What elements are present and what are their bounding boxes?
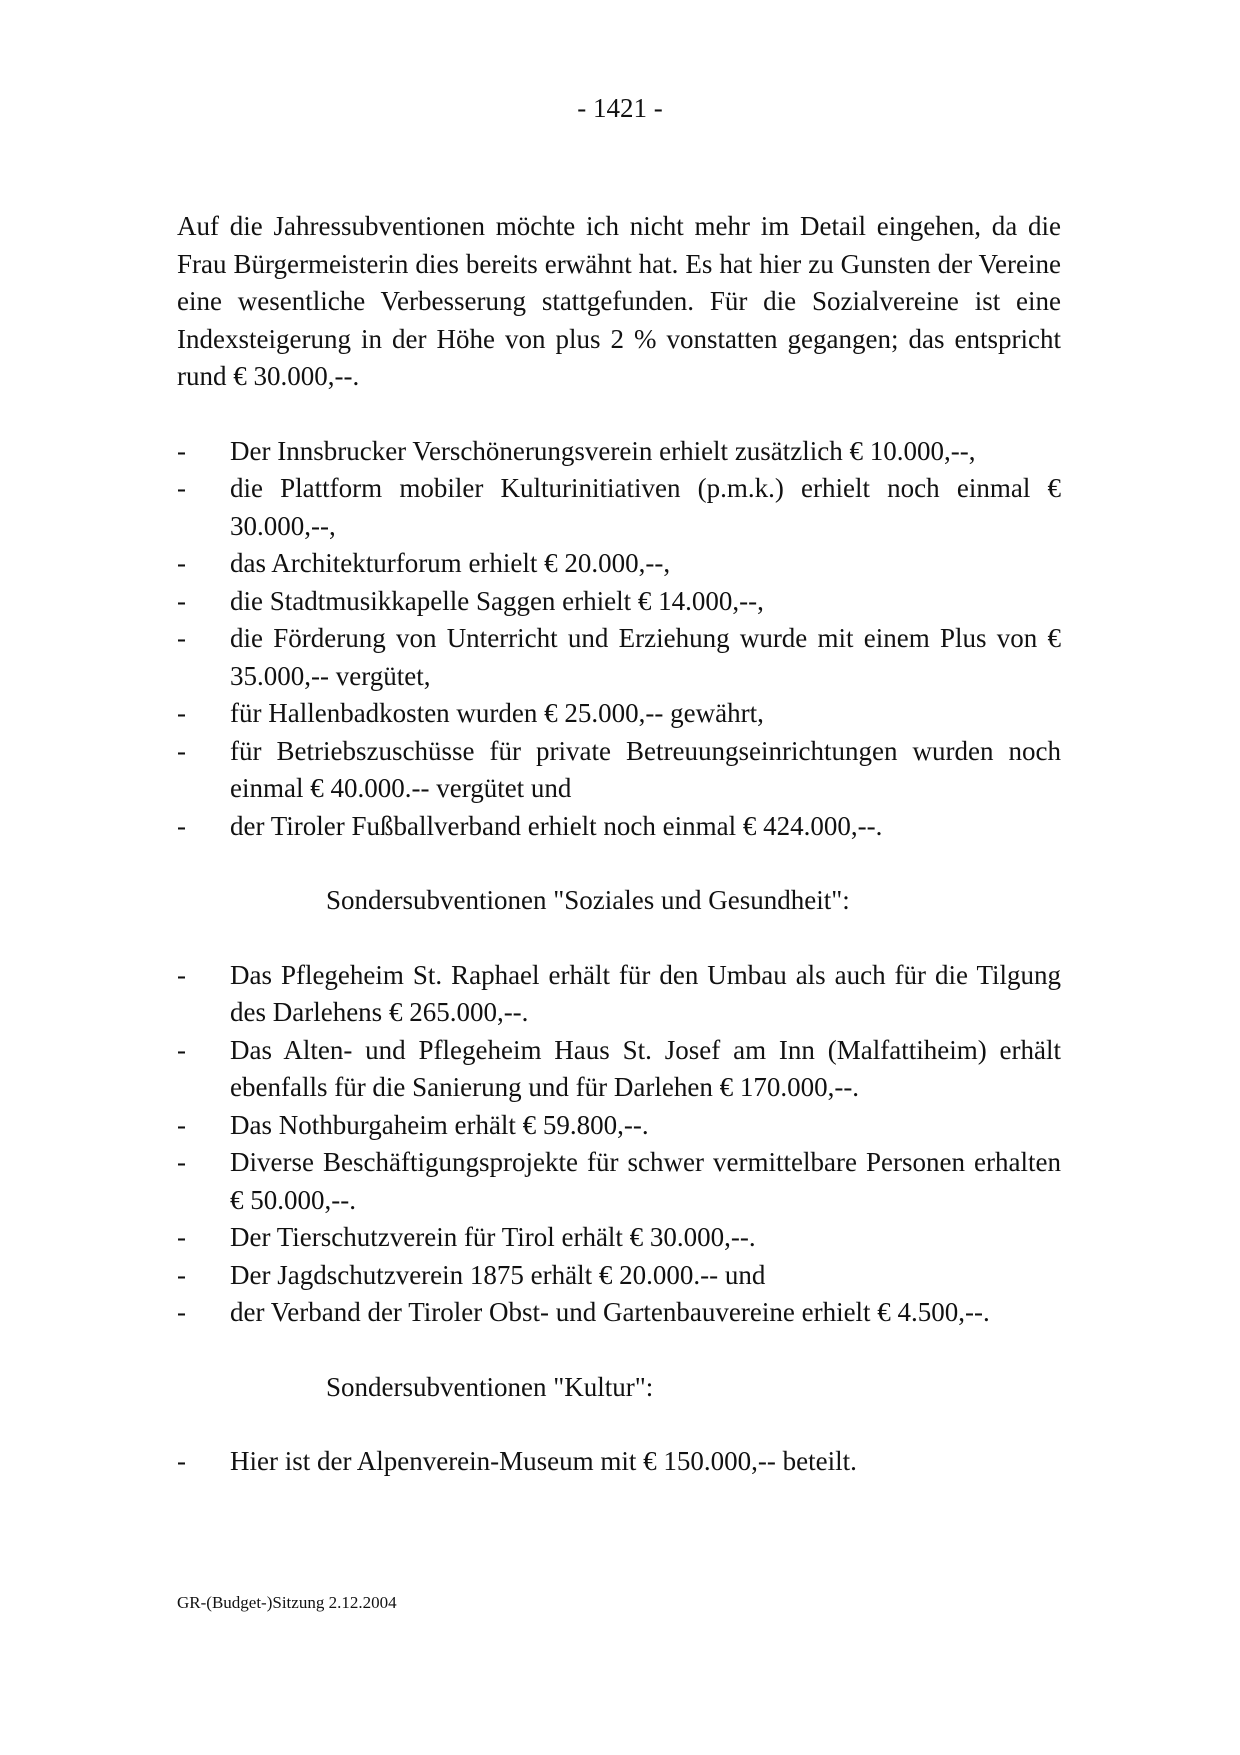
list-item-text: der Tiroler Fußballverband erhielt noch einmal € 424.000,--. bbox=[230, 810, 883, 841]
list-item bbox=[177, 1257, 1061, 1295]
culture-subsidies-list bbox=[177, 1443, 1061, 1481]
list-dash: - bbox=[177, 1147, 186, 1177]
list-dash: - bbox=[177, 1109, 186, 1140]
list-dash: - bbox=[177, 1259, 186, 1290]
list-dash: - bbox=[177, 1034, 186, 1065]
list-item bbox=[177, 1219, 1061, 1257]
list-item-text: Hier ist der Alpenverein-Museum mit € 150.000,-- beteilt. bbox=[230, 1446, 857, 1476]
list-item-text: die Plattform mobiler Kulturinitiativen (p.m.k.) erhielt noch einmal € 30.000,--, bbox=[230, 473, 1061, 541]
list-item bbox=[177, 470, 1061, 545]
list-item-text: das Architekturforum erhielt € 20.000,--, bbox=[230, 548, 671, 578]
list-item bbox=[177, 545, 1061, 583]
list-item bbox=[177, 1032, 1061, 1107]
list-item bbox=[177, 957, 1061, 1032]
list-item-text: für Betriebszuschüsse für private Betreuungseinrichtungen wurden noch einmal € 40.000.-- vergütet und bbox=[230, 735, 1061, 803]
list-item-text: Der Tierschutzverein für Tirol erhält € 30.000,--. bbox=[230, 1222, 756, 1252]
heading-culture: Sondersubventionen "Kultur": bbox=[326, 1371, 654, 1402]
list-dash: - bbox=[177, 698, 186, 728]
list-item-text: die Stadtmusikkapelle Saggen erhielt € 14.000,--, bbox=[230, 585, 764, 616]
list-item-text: Der Innsbrucker Verschönerungsverein erhielt zusätzlich € 10.000,--, bbox=[230, 435, 976, 466]
list-item-text: für Hallenbadkosten wurden € 25.000,-- gewährt, bbox=[230, 698, 764, 728]
list-item bbox=[177, 620, 1061, 695]
list-item bbox=[177, 733, 1061, 808]
list-item bbox=[177, 583, 1061, 621]
page-number: - 1421 - bbox=[577, 93, 663, 123]
annual-subsidies-list bbox=[177, 433, 1061, 846]
heading-social-health: Sondersubventionen "Soziales und Gesundheit": bbox=[326, 885, 850, 915]
list-dash: - bbox=[177, 585, 186, 616]
list-item bbox=[177, 1443, 1061, 1481]
list-dash: - bbox=[177, 735, 186, 766]
list-dash: - bbox=[177, 473, 186, 503]
list-dash: - bbox=[177, 548, 186, 578]
list-dash: - bbox=[177, 1446, 186, 1476]
footer-session-label: GR-(Budget-)Sitzung 2.12.2004 bbox=[177, 1593, 397, 1612]
list-item-text: Der Jagdschutzverein 1875 erhält € 20.000.-- und bbox=[230, 1259, 766, 1290]
list-item bbox=[177, 808, 1061, 846]
list-item bbox=[177, 433, 1061, 471]
list-item bbox=[177, 695, 1061, 733]
list-item-text: Das Pflegeheim St. Raphael erhält für den Umbau als auch für die Tilgung des Darlehens € 265.000,--. bbox=[230, 959, 1061, 1027]
list-item-text: Diverse Beschäftigungsprojekte für schwer vermittelbare Personen erhalten € 50.000,--. bbox=[230, 1147, 1061, 1215]
list-item bbox=[177, 1294, 1061, 1332]
intro-paragraph: Auf die Jahressubventionen möchte ich nicht mehr im Detail eingehen, da die Frau Bürgermeisterin dies bereits erwähnt hat. Es hat hier zu Gunsten der Vereine eine wesentliche Verbesserung stattgefunden. Für die Sozialvereine ist eine Indexsteigerung in der Höhe von plus 2 % vonstatten gegangen; das entspricht rund € 30.000,--. bbox=[177, 211, 1061, 391]
list-item bbox=[177, 1144, 1061, 1219]
document-body bbox=[177, 208, 1061, 1481]
list-item-text: der Verband der Tiroler Obst- und Gartenbauvereine erhielt € 4.500,--. bbox=[230, 1297, 990, 1327]
list-dash: - bbox=[177, 1222, 186, 1252]
list-item-text: Das Alten- und Pflegeheim Haus St. Josef am Inn (Malfattiheim) erhält ebenfalls für die Sanierung und für Darlehen € 170.000,--. bbox=[230, 1034, 1061, 1102]
social-subsidies-list bbox=[177, 957, 1061, 1332]
list-item bbox=[177, 1107, 1061, 1145]
list-dash: - bbox=[177, 959, 186, 990]
list-dash: - bbox=[177, 1297, 186, 1327]
list-dash: - bbox=[177, 810, 186, 841]
list-item-text: Das Nothburgaheim erhält € 59.800,--. bbox=[230, 1109, 649, 1140]
list-dash: - bbox=[177, 623, 186, 653]
list-dash: - bbox=[177, 435, 186, 466]
list-item-text: die Förderung von Unterricht und Erziehung wurde mit einem Plus von € 35.000,-- vergütet, bbox=[230, 623, 1061, 691]
